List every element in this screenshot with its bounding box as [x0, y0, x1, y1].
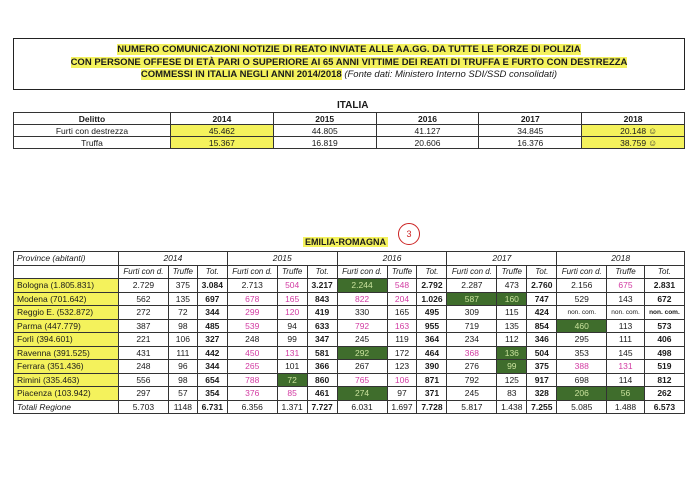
cell: 125 [497, 373, 527, 387]
cell: 562 [119, 292, 169, 306]
handwritten-annotation: 3 [398, 223, 420, 245]
cell: 390 [417, 360, 447, 374]
cell: 5.703 [119, 400, 169, 414]
cell: 371 [417, 387, 447, 401]
cell: 698 [557, 373, 607, 387]
sub-truffe: Truffe [168, 265, 197, 279]
cell: 204 [387, 292, 417, 306]
cell: 788 [227, 373, 277, 387]
cell: 96 [168, 360, 197, 374]
cell: 2.729 [119, 279, 169, 293]
cell: 292 [337, 346, 387, 360]
cell: 678 [227, 292, 277, 306]
cell: 5.817 [447, 400, 497, 414]
cell: 461 [307, 387, 337, 401]
cell: non. com. [607, 306, 645, 320]
table-row [14, 360, 685, 374]
cell: 697 [197, 292, 227, 306]
cell: 221 [119, 333, 169, 347]
cell: 143 [607, 292, 645, 306]
year-header: 2015 [273, 113, 376, 125]
cell: 792 [447, 373, 497, 387]
cell: 6.031 [337, 400, 387, 414]
year-header: 2014 [171, 113, 274, 125]
cell: 854 [527, 319, 557, 333]
cell: 45.462 [171, 125, 274, 137]
year-header: 2015 [227, 252, 337, 266]
cell: 719 [447, 319, 497, 333]
header-line-3: COMMESSI IN ITALIA NEGLI ANNI 2014/2018 [140, 69, 342, 80]
cell: 114 [607, 373, 645, 387]
cell: 98 [168, 319, 197, 333]
cell: 274 [337, 387, 387, 401]
cell: 843 [307, 292, 337, 306]
cell: 20.606 [376, 137, 479, 149]
cell: 85 [277, 387, 307, 401]
cell: 38.759 [582, 137, 685, 149]
cell: 262 [644, 387, 684, 401]
cell: 248 [119, 360, 169, 374]
cell: 654 [197, 373, 227, 387]
cell: 917 [527, 373, 557, 387]
cell: 94 [277, 319, 307, 333]
cell: 442 [197, 346, 227, 360]
header-line-1: NUMERO COMUNICAZIONI NOTIZIE DI REATO INVIATE ALLE AA.GG. DA TUTTE LE FORZE DI POLIZIA [117, 44, 581, 55]
margin-scribble: ☺ [648, 126, 658, 136]
cell: 504 [527, 346, 557, 360]
sub-furti: Furti con d. [337, 265, 387, 279]
cell: 123 [387, 360, 417, 374]
sub-truffe: Truffe [387, 265, 417, 279]
cell: 368 [447, 346, 497, 360]
sub-truffe: Truffe [277, 265, 307, 279]
header-source: (Fonte dati: Ministero Interno SDI/SSD consolidati) [344, 69, 558, 80]
sub-tot: Tot. [417, 265, 447, 279]
cell: 353 [557, 346, 607, 360]
cell: 106 [168, 333, 197, 347]
cell: 15.367 [171, 137, 274, 149]
italia-table [13, 112, 685, 149]
sub-furti: Furti con d. [227, 265, 277, 279]
cell: 97 [387, 387, 417, 401]
col-delitto: Delitto [14, 113, 171, 125]
cell: 375 [168, 279, 197, 293]
year-header: 2018 [557, 252, 685, 266]
cell: 113 [607, 319, 645, 333]
cell: 871 [417, 373, 447, 387]
table-row [14, 333, 685, 347]
cell: 265 [227, 360, 277, 374]
er-year-row [14, 252, 685, 266]
cell: 163 [387, 319, 417, 333]
year-header: 2016 [337, 252, 447, 266]
cell: 347 [307, 333, 337, 347]
cell: 172 [387, 346, 417, 360]
cell: 539 [227, 319, 277, 333]
cell: 99 [497, 360, 527, 374]
row-label: Furti con destrezza [14, 125, 171, 137]
province-name: Rimini (335.463) [14, 373, 119, 387]
sub-truffe: Truffe [607, 265, 645, 279]
table-row [14, 373, 685, 387]
cell: 344 [197, 360, 227, 374]
cell: 56 [607, 387, 645, 401]
cell: 2.831 [644, 279, 684, 293]
cell: 6.356 [227, 400, 277, 414]
cell: 675 [607, 279, 645, 293]
province-name: Modena (701.642) [14, 292, 119, 306]
cell: 375 [527, 360, 557, 374]
cell: 485 [197, 319, 227, 333]
italia-title: ITALIA [337, 100, 369, 111]
cell: 460 [557, 319, 607, 333]
cell: 328 [527, 387, 557, 401]
cell: 955 [417, 319, 447, 333]
table-row [14, 279, 685, 293]
cell: 245 [337, 333, 387, 347]
year-header: 2014 [119, 252, 228, 266]
cell: 165 [387, 306, 417, 320]
cell: 388 [557, 360, 607, 374]
cell: 16.819 [273, 137, 376, 149]
table-row [14, 306, 685, 320]
sub-furti: Furti con d. [119, 265, 169, 279]
report-header [13, 38, 685, 90]
cell: 3.217 [307, 279, 337, 293]
cell: 115 [497, 306, 527, 320]
cell: 111 [168, 346, 197, 360]
cell: non. com. [644, 306, 684, 320]
province-name: Ravenna (391.525) [14, 346, 119, 360]
cell: 2.244 [337, 279, 387, 293]
cell: 99 [277, 333, 307, 347]
cell: 234 [447, 333, 497, 347]
sub-furti: Furti con d. [447, 265, 497, 279]
cell: 83 [497, 387, 527, 401]
province-name: Totali Regione [14, 400, 119, 414]
cell: 581 [307, 346, 337, 360]
cell: 136 [497, 346, 527, 360]
cell: 376 [227, 387, 277, 401]
province-name: Forlì (394.601) [14, 333, 119, 347]
cell: 464 [417, 346, 447, 360]
cell: 20.148 [582, 125, 685, 137]
er-table [13, 251, 685, 414]
cell: 1.026 [417, 292, 447, 306]
year-header: 2017 [479, 113, 582, 125]
cell: 111 [607, 333, 645, 347]
cell: 3.084 [197, 279, 227, 293]
cell: 364 [417, 333, 447, 347]
cell: 135 [497, 319, 527, 333]
cell: 556 [119, 373, 169, 387]
cell: 431 [119, 346, 169, 360]
cell: 747 [527, 292, 557, 306]
cell: 5.085 [557, 400, 607, 414]
cell: 860 [307, 373, 337, 387]
cell: 529 [557, 292, 607, 306]
cell: 1.488 [607, 400, 645, 414]
table-row [14, 346, 685, 360]
cell: 419 [307, 306, 337, 320]
cell: 424 [527, 306, 557, 320]
cell: 267 [337, 360, 387, 374]
cell: 165 [277, 292, 307, 306]
cell: 41.127 [376, 125, 479, 137]
cell: 792 [337, 319, 387, 333]
cell: 346 [527, 333, 557, 347]
header-line-2: CON PERSONE OFFESE DI ETÀ PARI O SUPERIORE AI 65 ANNI VITTIME DEI REATI DI TRUFFA E FURTO CON DESTREZZA [70, 56, 628, 68]
table-row [14, 292, 685, 306]
cell: non. com. [557, 306, 607, 320]
cell: 330 [337, 306, 387, 320]
cell: 145 [607, 346, 645, 360]
cell: 248 [227, 333, 277, 347]
cell: 504 [277, 279, 307, 293]
er-subheader-row [14, 265, 685, 279]
cell: 406 [644, 333, 684, 347]
cell: 587 [447, 292, 497, 306]
cell: 6.731 [197, 400, 227, 414]
sub-furti: Furti con d. [557, 265, 607, 279]
cell: 344 [197, 306, 227, 320]
cell: 119 [387, 333, 417, 347]
cell: 1.697 [387, 400, 417, 414]
sub-tot: Tot. [527, 265, 557, 279]
cell: 2.792 [417, 279, 447, 293]
year-header: 2018 [582, 113, 685, 125]
table-row [14, 125, 685, 137]
cell: 366 [307, 360, 337, 374]
cell: 519 [644, 360, 684, 374]
cell: 573 [644, 319, 684, 333]
sub-tot: Tot. [644, 265, 684, 279]
cell: 98 [168, 373, 197, 387]
cell: 101 [277, 360, 307, 374]
cell: 131 [277, 346, 307, 360]
province-name: Piacenza (103.942) [14, 387, 119, 401]
er-title: EMILIA-ROMAGNA [305, 237, 386, 247]
cell: 160 [497, 292, 527, 306]
cell: 672 [644, 292, 684, 306]
cell: 299 [227, 306, 277, 320]
italia-header-row [14, 113, 685, 125]
cell: 633 [307, 319, 337, 333]
cell: 245 [447, 387, 497, 401]
empty-cell [14, 265, 119, 279]
cell: 1.371 [277, 400, 307, 414]
cell: 16.376 [479, 137, 582, 149]
province-name: Reggio E. (532.872) [14, 306, 119, 320]
cell: 812 [644, 373, 684, 387]
table-row [14, 319, 685, 333]
cell: 6.573 [644, 400, 684, 414]
cell: 44.805 [273, 125, 376, 137]
cell: 72 [277, 373, 307, 387]
cell: 1148 [168, 400, 197, 414]
cell: 272 [119, 306, 169, 320]
cell: 2.760 [527, 279, 557, 293]
cell: 1.438 [497, 400, 527, 414]
cell: 822 [337, 292, 387, 306]
cell: 276 [447, 360, 497, 374]
cell: 7.728 [417, 400, 447, 414]
cell: 473 [497, 279, 527, 293]
province-name: Bologna (1.805.831) [14, 279, 119, 293]
cell: 7.255 [527, 400, 557, 414]
cell: 2.713 [227, 279, 277, 293]
province-name: Ferrara (351.436) [14, 360, 119, 374]
col-province: Province (abitanti) [14, 252, 119, 266]
row-label: Truffa [14, 137, 171, 149]
cell: 57 [168, 387, 197, 401]
cell: 2.156 [557, 279, 607, 293]
sub-tot: Tot. [307, 265, 337, 279]
sub-truffe: Truffe [497, 265, 527, 279]
cell: 135 [168, 292, 197, 306]
cell: 297 [119, 387, 169, 401]
cell: 450 [227, 346, 277, 360]
cell: 7.727 [307, 400, 337, 414]
cell: 498 [644, 346, 684, 360]
cell: 112 [497, 333, 527, 347]
table-row [14, 387, 685, 401]
cell: 131 [607, 360, 645, 374]
cell: 387 [119, 319, 169, 333]
cell: 327 [197, 333, 227, 347]
cell: 106 [387, 373, 417, 387]
province-name: Parma (447.779) [14, 319, 119, 333]
cell: 354 [197, 387, 227, 401]
margin-scribble: ☺ [648, 138, 658, 148]
cell: 120 [277, 306, 307, 320]
cell: 309 [447, 306, 497, 320]
cell: 765 [337, 373, 387, 387]
cell: 295 [557, 333, 607, 347]
cell: 72 [168, 306, 197, 320]
sub-tot: Tot. [197, 265, 227, 279]
cell: 34.845 [479, 125, 582, 137]
totals-row [14, 400, 685, 414]
year-header: 2016 [376, 113, 479, 125]
cell: 548 [387, 279, 417, 293]
cell: 2.287 [447, 279, 497, 293]
year-header: 2017 [447, 252, 557, 266]
table-row [14, 137, 685, 149]
cell: 495 [417, 306, 447, 320]
cell: 206 [557, 387, 607, 401]
